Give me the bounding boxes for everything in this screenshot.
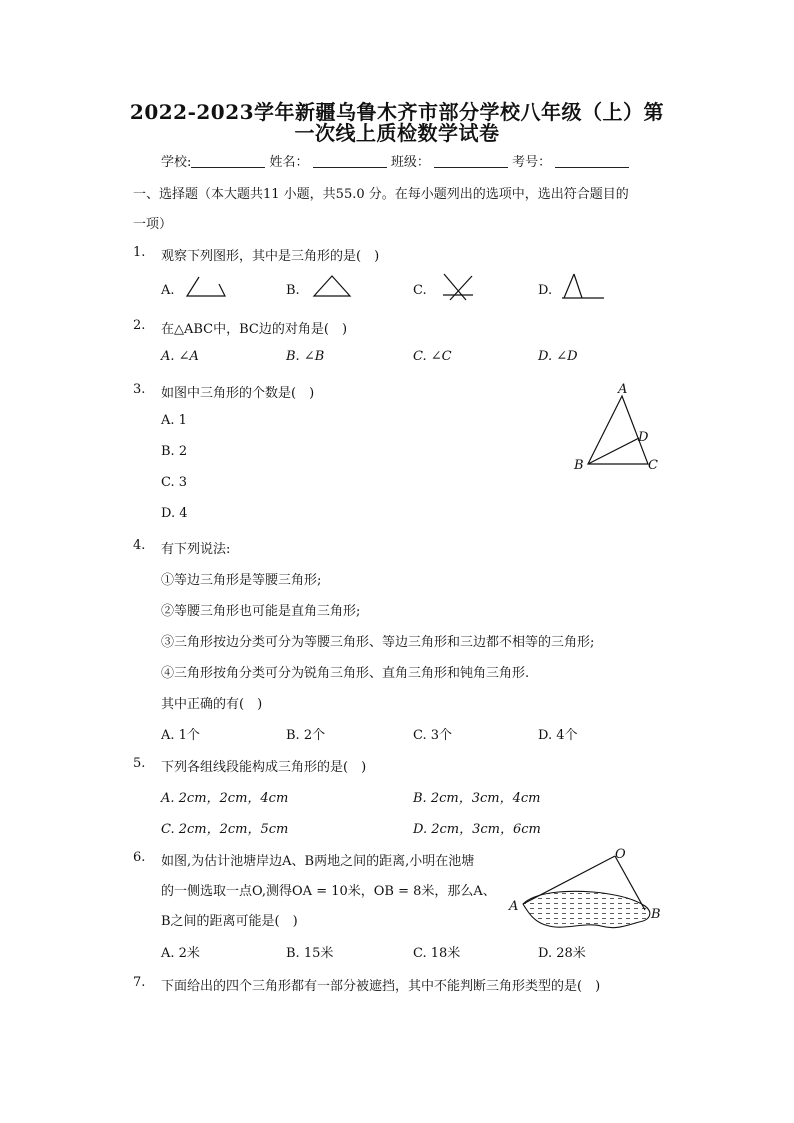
q6-option-d[interactable]: D. 28米 bbox=[538, 946, 586, 961]
q5-number: 5. bbox=[133, 756, 146, 771]
q4-option-b[interactable]: B. 2个 bbox=[286, 728, 326, 743]
q4-question: 其中正确的有( ) bbox=[161, 697, 263, 712]
q5-option-a[interactable]: A. 2cm，2cm，4cm bbox=[161, 791, 289, 806]
q6-pond-figure bbox=[505, 846, 665, 936]
q6-stem-line1: 如图,为估计池塘岸边A、B两地之间的距离,小明在池塘 bbox=[161, 854, 475, 869]
q4-statement-1: ①等边三角形是等腰三角形; bbox=[161, 573, 322, 588]
q6-label-b: B bbox=[651, 907, 661, 922]
q3-option-d[interactable]: D. 4 bbox=[161, 506, 188, 521]
q7-number: 7. bbox=[133, 975, 146, 990]
q1-option-a[interactable]: A. bbox=[161, 283, 175, 298]
q3-option-a[interactable]: A. 1 bbox=[161, 413, 187, 428]
q5-option-b[interactable]: B. 2cm，3cm，4cm bbox=[413, 791, 541, 806]
q6-stem-line2: 的一侧选取一点O,测得OA = 10米，OB = 8米，那么A、 bbox=[161, 884, 496, 899]
q4-statement-3: ③三角形按边分类可分为等腰三角形、等边三角形和三边都不相等的三角形; bbox=[161, 635, 595, 650]
number-field[interactable] bbox=[555, 153, 629, 168]
q6-option-b[interactable]: B. 15米 bbox=[286, 946, 334, 961]
q3-label-c: C bbox=[648, 458, 658, 473]
q1-number: 1. bbox=[133, 245, 146, 260]
q1-option-b[interactable]: B. bbox=[286, 283, 300, 298]
q3-label-a: A bbox=[618, 382, 628, 397]
q4-option-d[interactable]: D. 4个 bbox=[538, 728, 578, 743]
q5-option-c[interactable]: C. 2cm，2cm，5cm bbox=[161, 822, 289, 837]
q4-option-c[interactable]: C. 3个 bbox=[413, 728, 453, 743]
q2-number: 2. bbox=[133, 318, 146, 333]
q2-option-c[interactable]: C. ∠C bbox=[413, 349, 452, 364]
number-label: 考号： bbox=[512, 155, 552, 170]
q7-stem: 下面给出的四个三角形都有一部分被遮挡，其中不能判断三角形类型的是( ) bbox=[161, 979, 601, 994]
q2-option-b[interactable]: B. ∠B bbox=[286, 349, 325, 364]
q1-stem: 观察下列图形，其中是三角形的是( ) bbox=[161, 249, 380, 264]
page-title-line2: 一次线上质检数学试卷 bbox=[294, 121, 500, 145]
q3-label-b: B bbox=[574, 458, 584, 473]
q6-option-a[interactable]: A. 2米 bbox=[161, 946, 200, 961]
section-header-line1: 一、选择题（本大题共11 小题，共55.0 分。在每小题列出的选项中，选出符合题目的 bbox=[133, 187, 629, 202]
q3-option-c[interactable]: C. 3 bbox=[161, 475, 188, 490]
q6-number: 6. bbox=[133, 850, 146, 865]
pond-shape bbox=[523, 891, 650, 927]
q4-statement-2: ②等腰三角形也可能是直角三角形; bbox=[161, 604, 361, 619]
q4-statement-4: ④三角形按角分类可分为锐角三角形、直角三角形和钝角三角形. bbox=[161, 666, 530, 681]
class-field[interactable] bbox=[434, 153, 508, 168]
student-info-row bbox=[161, 151, 629, 170]
q6-label-a: A bbox=[509, 899, 519, 914]
q3-option-b[interactable]: B. 2 bbox=[161, 444, 188, 459]
q1-option-c[interactable]: C. bbox=[413, 283, 427, 298]
q1-figure-b bbox=[312, 274, 354, 300]
school-label: 学校: bbox=[161, 155, 192, 170]
name-field[interactable] bbox=[313, 153, 387, 168]
q1-option-d[interactable]: D. bbox=[538, 283, 553, 298]
class-label: 班级： bbox=[390, 155, 430, 170]
q2-stem: 在△ABC中，BC边的对角是( ) bbox=[161, 322, 348, 337]
q4-number: 4. bbox=[133, 538, 146, 553]
q3-number: 3. bbox=[133, 382, 146, 397]
q4-option-a[interactable]: A. 1个 bbox=[161, 728, 200, 743]
q3-triangle-figure bbox=[570, 380, 670, 480]
name-label: 姓名： bbox=[269, 155, 309, 170]
q6-stem-line3: B之间的距离可能是( ) bbox=[161, 914, 298, 929]
school-field[interactable] bbox=[191, 153, 265, 168]
q2-option-d[interactable]: D. ∠D bbox=[538, 349, 578, 364]
q1-figure-a bbox=[185, 274, 227, 300]
q1-figure-c bbox=[440, 272, 476, 304]
q1-figure-d bbox=[560, 272, 608, 304]
q6-label-o: O bbox=[615, 847, 626, 862]
page-title-line1: 2022-2023学年新疆乌鲁木齐市部分学校八年级（上）第 bbox=[129, 100, 665, 124]
q5-option-d[interactable]: D. 2cm，3cm，6cm bbox=[413, 822, 541, 837]
q2-option-a[interactable]: A. ∠A bbox=[161, 349, 199, 364]
q6-option-c[interactable]: C. 18米 bbox=[413, 946, 461, 961]
section-header-line2: 一项） bbox=[133, 217, 173, 232]
q3-label-d: D bbox=[638, 430, 649, 445]
q3-stem: 如图中三角形的个数是( ) bbox=[161, 386, 315, 401]
q4-stem: 有下列说法: bbox=[161, 542, 231, 557]
q5-stem: 下列各组线段能构成三角形的是( ) bbox=[161, 760, 367, 775]
